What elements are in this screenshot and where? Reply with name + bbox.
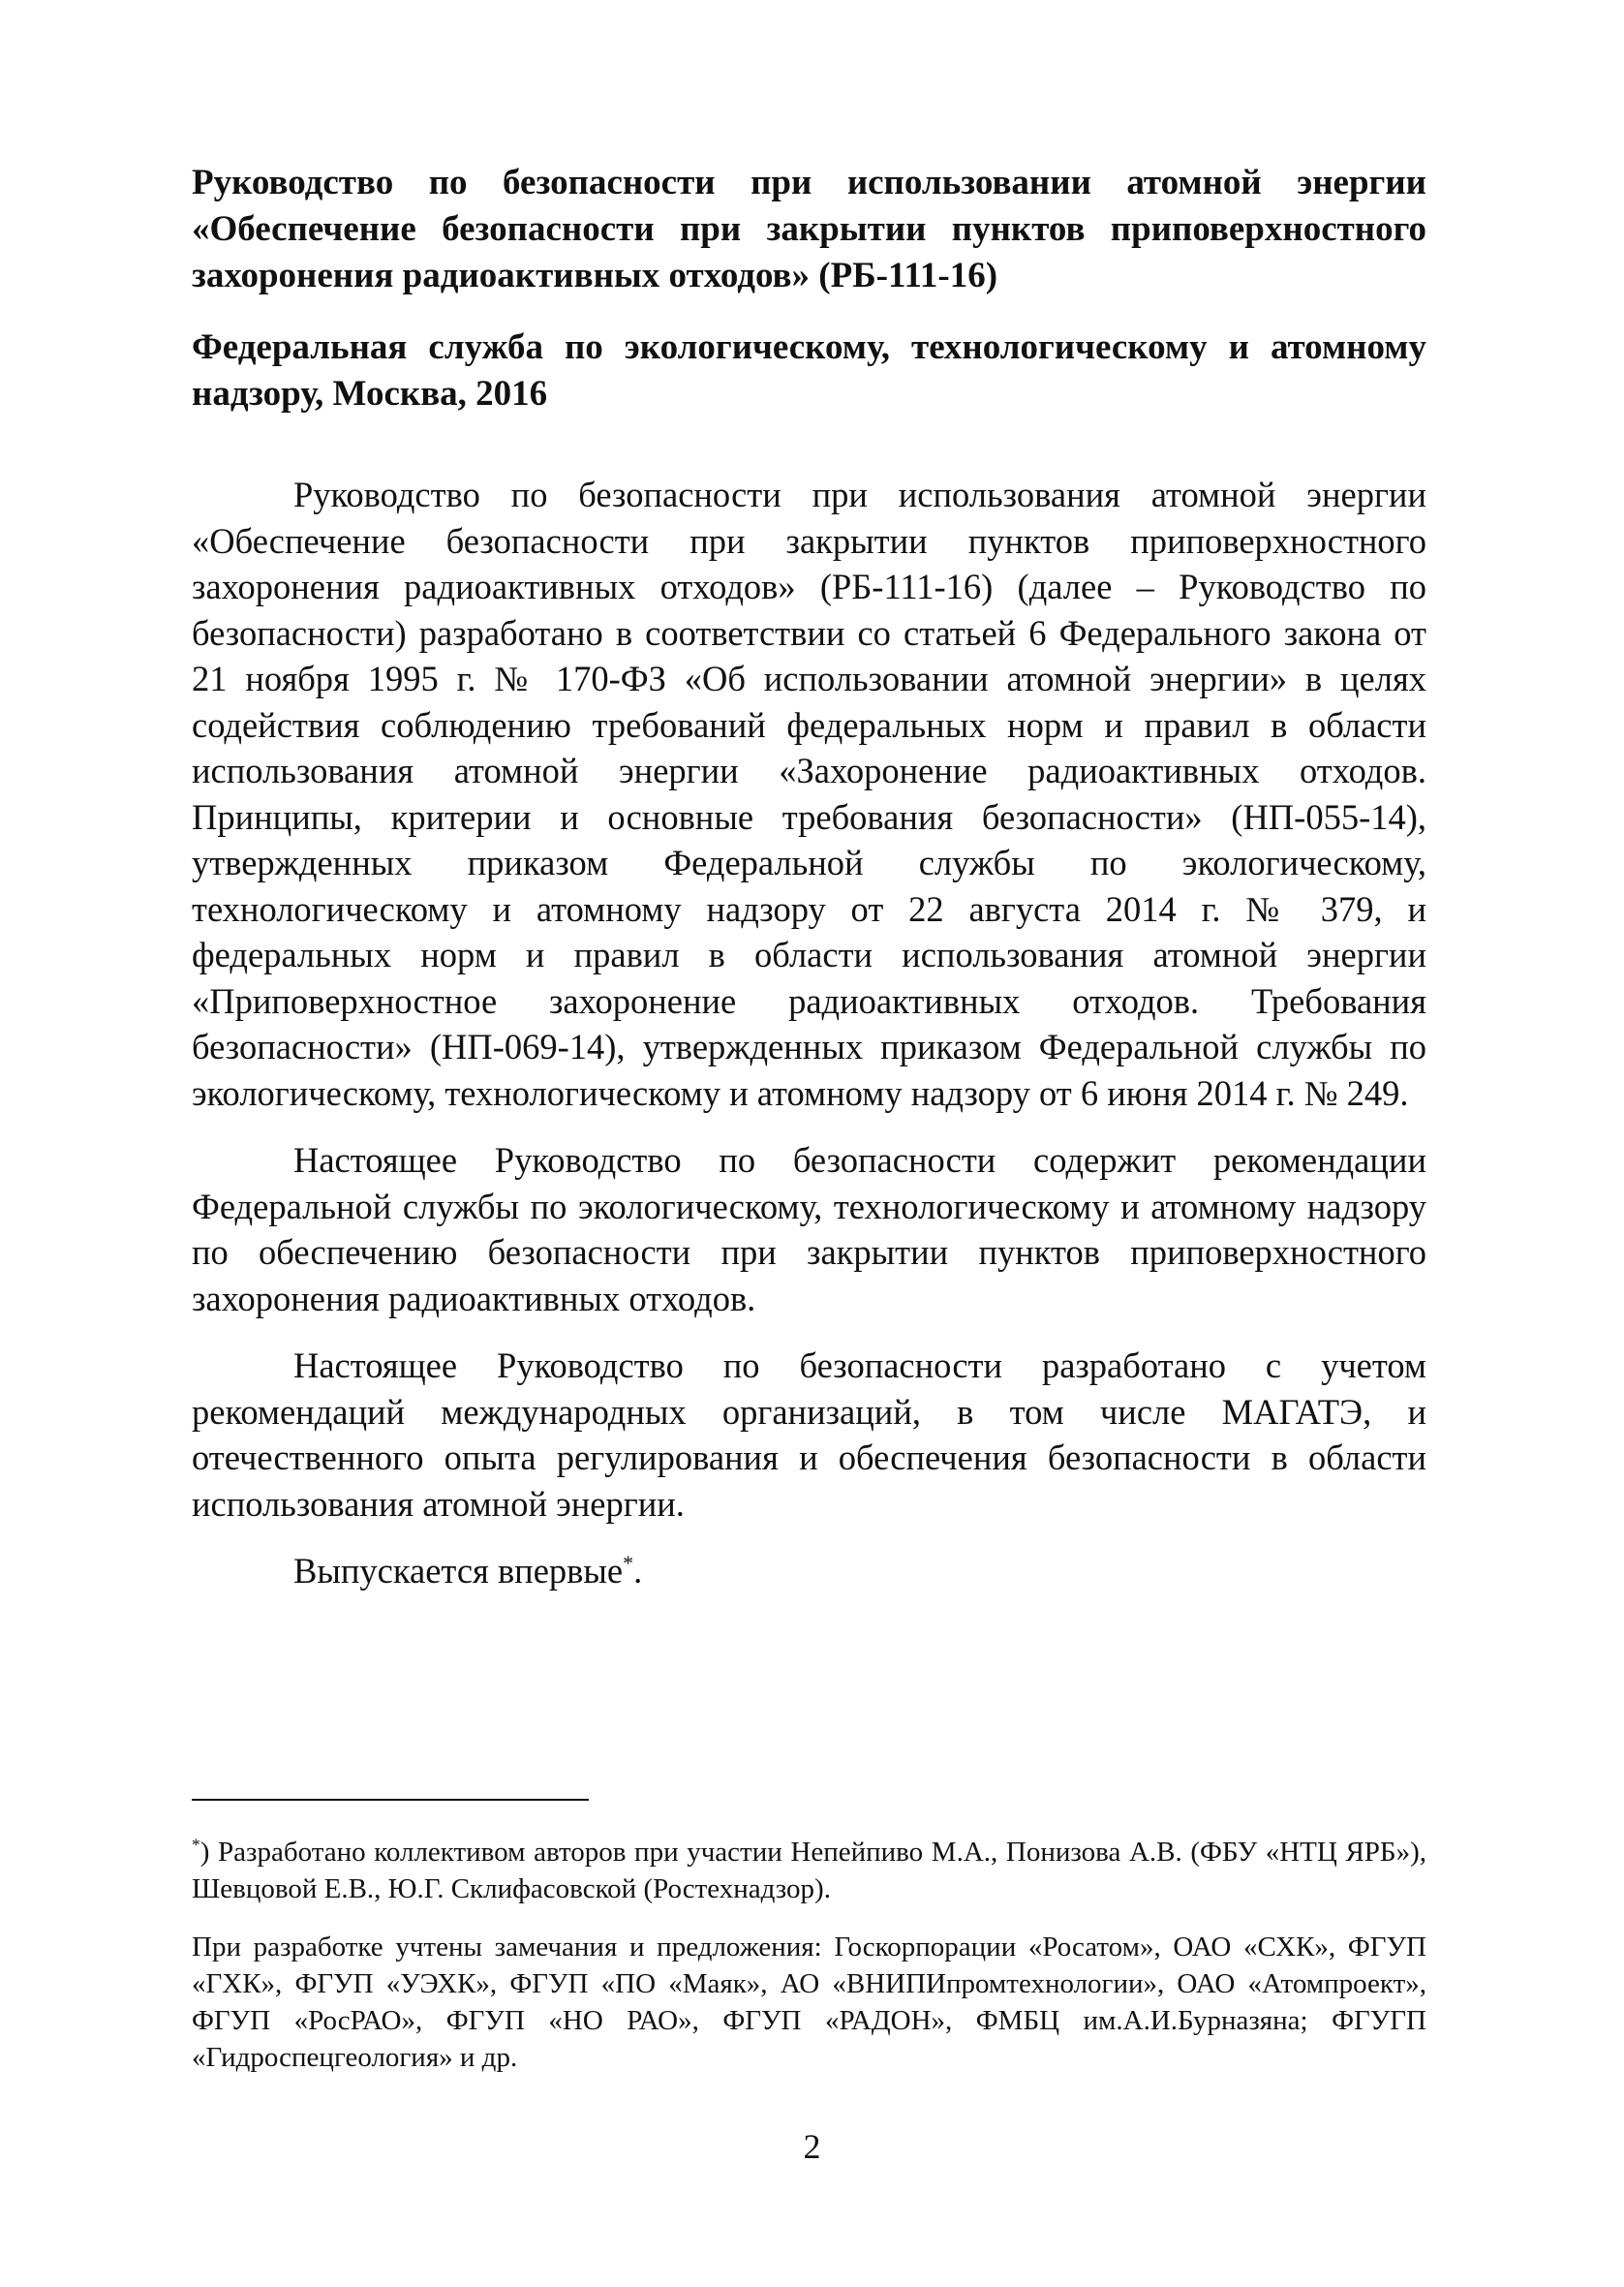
body-paragraph-2: Настоящее Руководство по безопасности содержит рекомендации Федеральной службы по экологическому, технологическому и атомному надзору по обеспечению безопасности при закрытии пунктов приповерхностного захоронения радиоактивных отходов. [192, 1140, 1426, 1318]
body-paragraph-1: Руководство по безопасности при использования атомной энергии «Обеспечение безопасности при закрытии пунктов приповерхностного захоронения радиоактивных отходов» (РБ-111-16) (далее – Руководство по безопасности) разработано в соответствии со статьей 6 Федерального закона от 21 ноября 1995 г. № 170-ФЗ «Об использовании атомной энергии» в целях содействия соблюдению требований федеральных норм и правил в области использования атомной энергии «Захоронение радиоактивных отходов. Принципы, критерии и основные требования безопасности» (НП-055-14), утвержденных приказом Федеральной службы по экологическому, технологическому и атомному надзору от 22 августа 2014 г. № 379, и федеральных норм и правил в области использования атомной энергии «Приповерхностное захоронение радиоактивных отходов. Требования безопасности» (НП-069-14), утвержденных приказом Федеральной службы по экологическому, технологическому и атомному надзору от 6 июня 2014 г. № 249. [192, 475, 1426, 1113]
document-publisher: Федеральная служба по экологическому, технологическому и атомному надзору, Москва, 2016 [192, 327, 1426, 414]
page-number: 2 [803, 2127, 821, 2166]
document-title: Руководство по безопасности при использовании атомной энергии «Обеспечение безопасности при закрытии пунктов приповерхностного захоронения радиоактивных отходов» (РБ-111-16) [192, 163, 1426, 295]
body-paragraph-4: Выпускается впервые*. [293, 1550, 643, 1591]
footnote-separator [192, 1799, 589, 1801]
footnote-mark: * [192, 1835, 200, 1855]
footnotes-section [192, 1834, 1426, 2097]
body-paragraph-3: Настоящее Руководство по безопасности разработано с учетом рекомендаций международных организаций, в том числе МАГАТЭ, и отечественного опыта регулирования и обеспечения безопасности в области использования атомной энергии. [192, 1345, 1426, 1524]
footnote-reference-mark: * [623, 1550, 634, 1575]
body-paragraph-4-text: Выпускается впервые [293, 1551, 624, 1591]
footnote-2: При разработке учтены замечания и предложения: Госкорпорации «Росатом», ОАО «СХК», ФГУП «ГХК», ФГУП «УЭХК», ФГУП «ПО «Маяк», АО «ВНИПИпромтехнологии», ОАО «Атомпроект», ФГУП «РосРАО», ФГУП «НО РАО», ФГУП «РАДОН», ФМБЦ им.А.И.Бурназяна; ФГУГП «Гидроспецгеология» и др. [192, 1932, 1426, 2073]
footnote-1 [192, 1834, 1426, 1907]
footnote-1-text: ) Разработано коллективом авторов при участии Непейпиво М.А., Понизова А.В. (ФБУ «НТЦ ЯРБ»), Шевцовой Е.В., Ю.Г. Склифасовской (Ростехнадзор). [192, 1837, 1426, 1904]
document-body [192, 472, 1426, 1616]
